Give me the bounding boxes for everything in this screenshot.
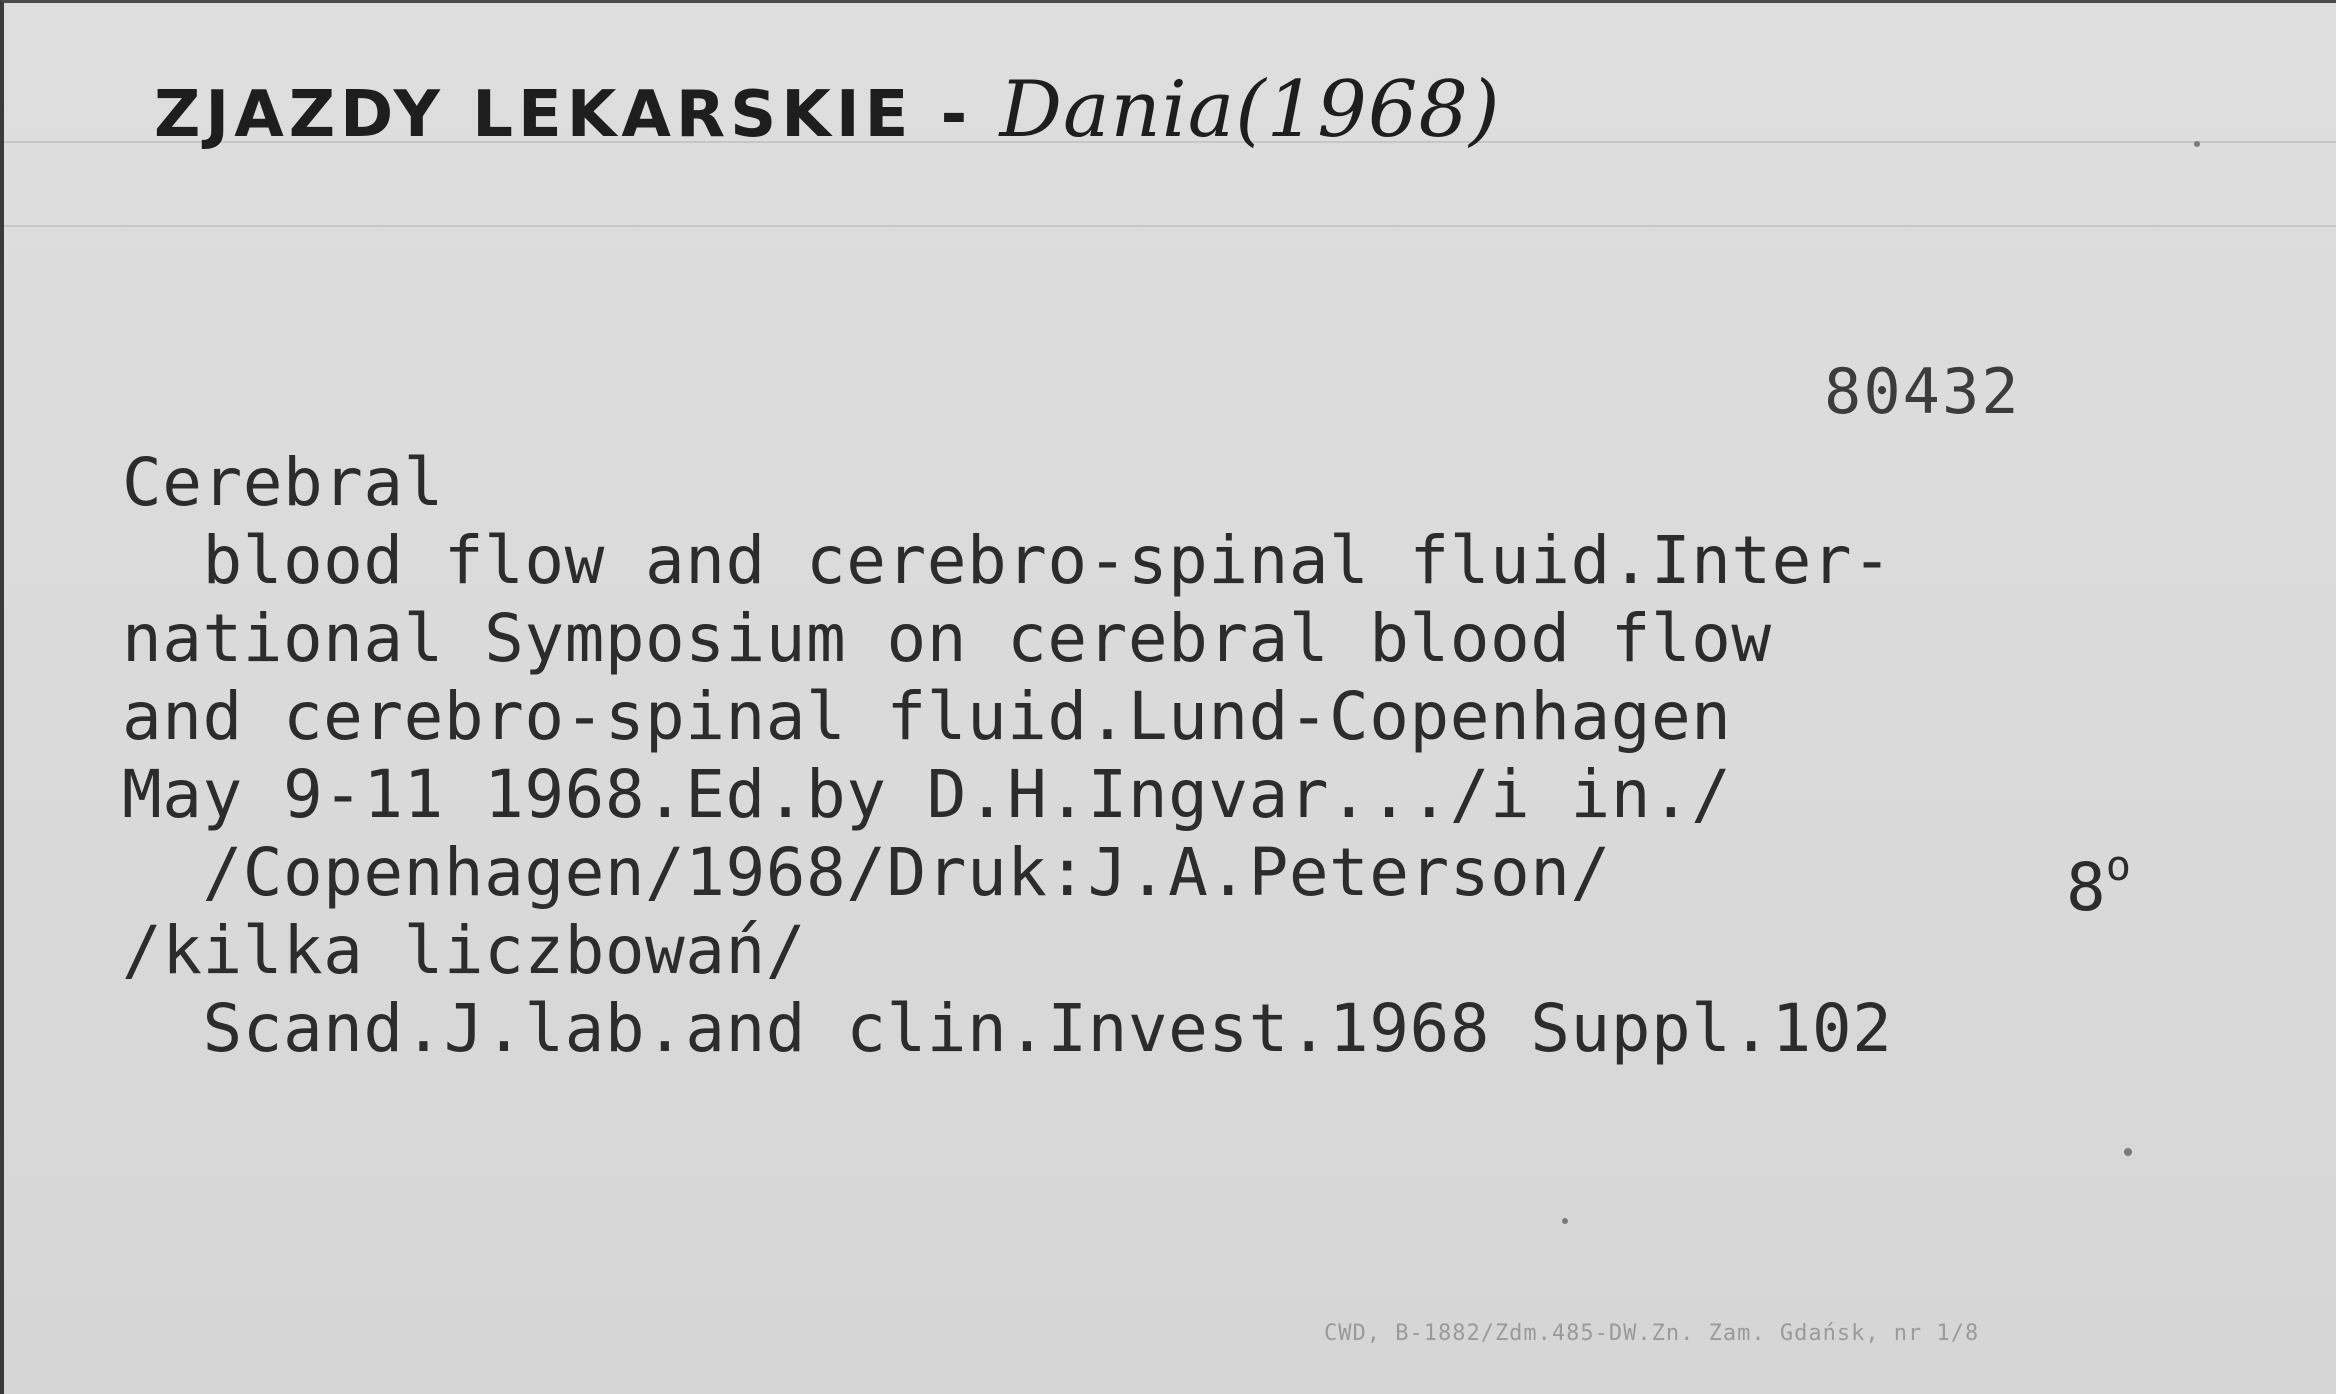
entry-line-8: Scand.J.lab.and clin.Invest.1968 Suppl.102 <box>122 990 1893 1067</box>
entry-line-5: May 9-11 1968.Ed.by D.H.Ingvar.../i in./ <box>122 756 1732 833</box>
entry-line-7: /kilka liczbowań/ <box>122 912 807 989</box>
subject-heading-typed: ZJAZDY LEKARSKIE - <box>154 78 1000 152</box>
ruled-line <box>4 225 2336 227</box>
entry-line-1: Cerebral <box>122 444 444 521</box>
entry-line-3: national Symposium on cerebral blood flow <box>122 600 1772 677</box>
paper-speck <box>2194 141 2200 147</box>
entry-line-4: and cerebro-spinal fluid.Lund-Copenhagen <box>122 678 1732 755</box>
paper-speck <box>2124 1148 2132 1156</box>
format-degree-mark: o <box>2105 841 2132 890</box>
paper-speck <box>1562 1218 1568 1224</box>
call-number: 80432 <box>1824 355 2021 428</box>
entry-line-6: /Copenhagen/1968/Druk:J.A.Peterson/ <box>122 834 1611 911</box>
format-size <box>2066 841 2131 926</box>
card-printer-imprint: CWD, B-1882/Zdm.485-DW.Zn. Zam. Gdańsk, nr 1/8 <box>1324 1321 1980 1346</box>
subject-heading-handwritten: Dania(1968) <box>999 65 1501 155</box>
entry-line-2: blood flow and cerebro-spinal fluid.Inter- <box>122 522 1893 599</box>
subject-heading <box>154 65 1501 155</box>
format-number: 8 <box>2066 849 2106 926</box>
